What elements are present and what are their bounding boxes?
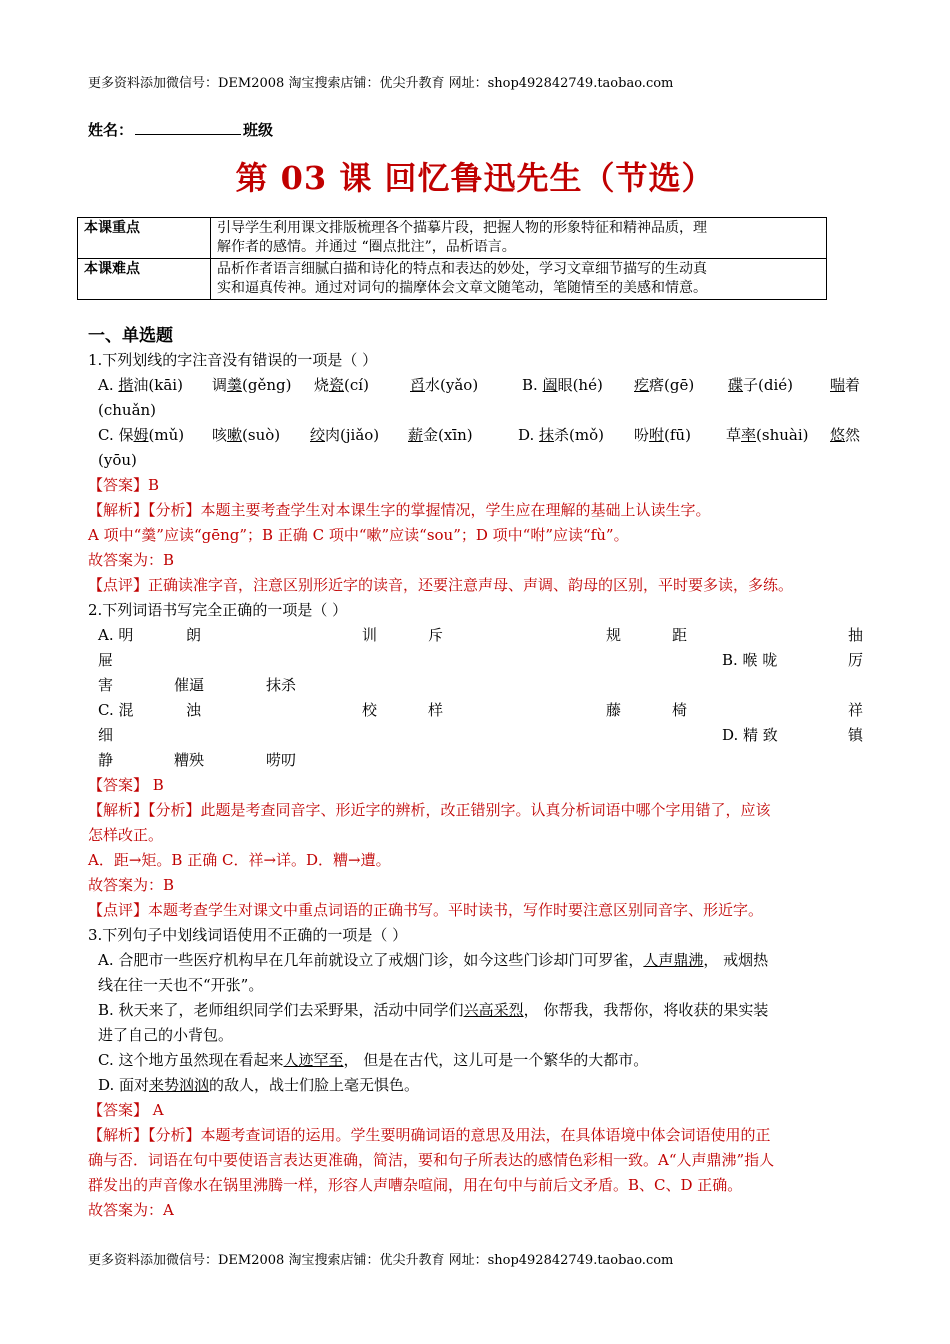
q3-answer: 【答案】 A	[88, 1101, 164, 1119]
q3-stem: 3.下列句子中划线词语使用不正确的一项是（ ）	[88, 926, 408, 944]
q1-opt: 喘着	[830, 376, 861, 394]
name-blank	[135, 120, 241, 135]
q1-opt: 疙瘩(gē)	[634, 376, 695, 394]
q1-opt: 舀水(yǎo)	[410, 376, 479, 394]
q1-stem: 1.下列划线的字注音没有错误的一项是（ ）	[88, 351, 378, 369]
page-title: 第 03 课 回忆鲁迅先生（节选）	[235, 159, 715, 197]
q2-comment: 【点评】本题考查学生对课文中重点词语的正确书写。平时读书，写作时要注意区别同音字、形近字。	[88, 901, 764, 919]
q3-option-a-wrap: 线在往一天也不“开张”。	[98, 976, 264, 994]
q3-option-d: D. 面对来势汹汹的敌人，战士们脸上毫无惧色。	[98, 1076, 420, 1094]
q2-option-c-row: C. 混 浊 校 样 藤 椅 祥	[98, 701, 864, 719]
q1-options-row2	[88, 423, 866, 448]
q2-conclusion: 故答案为：B	[88, 876, 175, 894]
q2-analysis-detail: A．距→矩。B 正确 C．祥→详。D．糟→遭。	[88, 851, 391, 869]
section-title: 一、单选题	[88, 326, 173, 346]
q1-analysis-detail: A 项中“羹”应读“gēng”；B 正确 C 项中“嗽”应读“sou”；D 项中“咐”应读“fù”。	[88, 526, 629, 544]
q1-opt: 吩咐(fū)	[634, 426, 691, 444]
q3-option-a: A. 合肥市一些医疗机构早在几年前就设立了戒烟门诊，如今这些门诊却门可罗雀，人声鼎沸， 戒烟热	[98, 951, 769, 969]
key-point-text: 引导学生利用课文排版梳理各个描摹片段，把握人物的形象特征和精神品质，理 解作者的感情。并通过 “圈点批注”，品析语言。	[211, 218, 827, 259]
q1-comment: 【点评】正确读准字音，注意区别形近字的读音，还要注意声母、声调、韵母的区别，平时要多读，多练。	[88, 576, 794, 594]
q1-analysis: 【解析】【分析】本题主要考查学生对本课生字的掌握情况，学生应在理解的基础上认读生字。	[88, 501, 711, 519]
q2-option-a-row: A. 明 朗 训 斥 规 距 抽	[98, 626, 864, 644]
q1-opt: 悠然	[830, 426, 861, 444]
q2-stem: 2.下列词语书写完全正确的一项是（ ）	[88, 601, 348, 619]
q1-options-wrap1: (chuǎn)	[98, 401, 157, 419]
q1-opt: 调羹(gěng)	[212, 376, 292, 394]
name-line	[88, 119, 273, 140]
q1-opt: 咳嗽(suò)	[212, 426, 281, 444]
difficulty-text: 品析作者语言细腻白描和诗化的特点和表达的妙处，学习文章细节描写的生动真 实和逼真传神。通过对词句的揣摩体会文章文随笔动，笔随情至的美感和情意。	[211, 259, 827, 300]
q1-opt: 碟子(dié)	[728, 376, 793, 394]
question-content	[88, 324, 866, 1223]
q3-analysis-line2: 确与否．词语在句中要使语言表达更准确，简洁，要和句子所表达的感情色彩相一致。A“人声鼎沸”指人	[88, 1151, 775, 1169]
class-label: 班级	[243, 121, 274, 139]
q2-option-d-row: 细 D. 精 致 镇	[98, 726, 864, 744]
q2-option-b-row: 屉 B. 喉 咙 厉	[98, 651, 864, 669]
q1-opt: B. 阖眼(hé)	[522, 376, 603, 394]
difficulty-label: 本课难点	[78, 259, 211, 300]
q2-option-b-cont: 害 催逼 抹杀	[98, 676, 297, 694]
page-header: 更多资料添加微信号：DEM2008 淘宝搜索店铺：优尖升教育 网址：shop492842749.taobao.com	[88, 76, 674, 91]
q3-analysis: 【解析】【分析】本题考查词语的运用。学生要明确词语的意思及用法，在具体语境中体会词语使用的正	[88, 1126, 771, 1144]
q2-analysis: 【解析】【分析】此题是考查同音字、形近字的辨析，改正错别字。认真分析词语中哪个字用错了，应该	[88, 801, 771, 819]
page-footer: 更多资料添加微信号：DEM2008 淘宝搜索店铺：优尖升教育 网址：shop492842749.taobao.com	[88, 1253, 674, 1268]
q1-opt: D. 抹杀(mǒ)	[518, 426, 605, 444]
q2-option-d-cont: 静 糟殃 唠叨	[98, 751, 297, 769]
q1-conclusion: 故答案为：B	[88, 551, 175, 569]
q3-conclusion: 故答案为：A	[88, 1201, 174, 1219]
q1-opt: 薪金(xīn)	[408, 426, 473, 444]
q3-option-b-wrap: 进了自己的小背包。	[98, 1026, 234, 1044]
table-row	[78, 259, 827, 300]
name-label: 姓名：	[88, 121, 134, 139]
q3-option-c: C. 这个地方虽然现在看起来人迹罕至， 但是在古代，这儿可是一个繁华的大都市。	[98, 1051, 649, 1069]
key-point-label: 本课重点	[78, 218, 211, 259]
table-row	[78, 218, 827, 259]
q1-opt: 绞肉(jiǎo)	[310, 426, 380, 444]
q1-opt: 草率(shuài)	[726, 426, 809, 444]
q1-opt: A. 揩油(kāi)	[98, 376, 183, 394]
q3-analysis-line3: 群发出的声音像水在锅里沸腾一样，形容人声嘈杂喧闹，用在句中与前后文矛盾。B、C、D 正确。	[88, 1176, 743, 1194]
q1-options-wrap2: (yōu)	[98, 451, 137, 469]
key-points-table	[77, 217, 827, 300]
q2-answer: 【答案】 B	[88, 776, 164, 794]
q3-option-b: B. 秋天来了，老师组织同学们去采野果，活动中同学们兴高采烈， 你帮我，我帮你，将收获的果实装	[98, 1001, 769, 1019]
q1-options-row1	[88, 373, 866, 398]
q1-opt: C. 保姆(mǔ)	[98, 426, 185, 444]
q1-opt: 烧瓷(cí)	[314, 376, 369, 394]
q2-analysis-wrap: 怎样改正。	[88, 826, 164, 844]
q1-answer: 【答案】B	[88, 476, 160, 494]
